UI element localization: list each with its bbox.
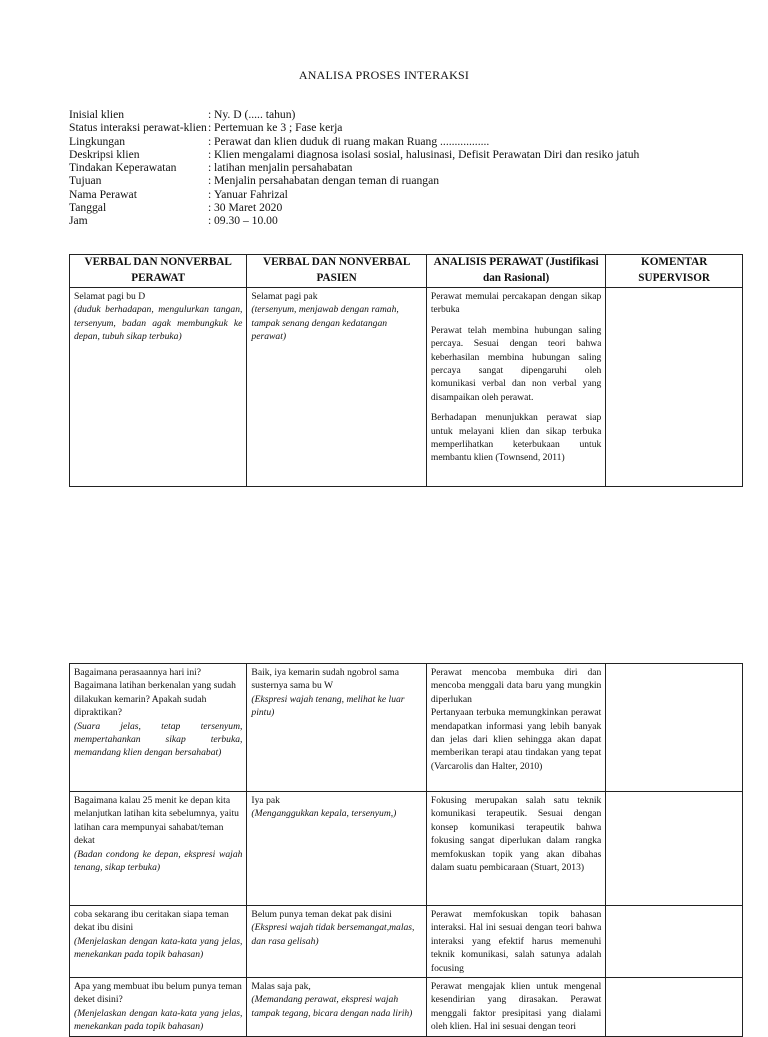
info-value: latihan menjalin persahabatan — [214, 161, 353, 175]
analisis-paragraph: Pertanyaan terbuka memungkinkan perawat mendapatkan informasi yang lebih banyak dan jelas dari klien sehingga akan dapat memberikan terapi atau tindakan yang tepat (Varcarolis dan Halter, 2010) — [430, 707, 602, 772]
cell-pasien — [247, 288, 426, 487]
verbal-text: Iya pak — [251, 795, 280, 806]
info-row — [69, 201, 749, 214]
info-separator: : — [208, 187, 212, 201]
info-row — [69, 214, 749, 227]
nonverbal-text: (Badan condong ke depan, ekspresi wajah tenang, sikap terbuka) — [74, 848, 243, 874]
verbal-text: Apa yang membuat ibu belum punya teman deket disini? — [74, 981, 242, 1006]
header-perawat: VERBAL DAN NONVERBAL PERAWAT — [70, 255, 247, 288]
table-row — [70, 664, 743, 792]
verbal-text: coba sekarang ibu ceritakan siapa teman dekat ibu disini — [74, 909, 229, 934]
info-row — [69, 161, 749, 174]
info-separator: : — [208, 108, 212, 121]
info-value: 09.30 – 10.00 — [214, 214, 278, 228]
analisis-paragraph: Fokusing merupakan salah satu teknik komunikasi terapeutik. Sesuai dengan konsep komunikasi terapeutik bahwa fokusing sangat diperlukan dalam rangka memfokuskan topik yang akan dibahas dalam suatu pembicaraan (Stuart, 2013) — [430, 795, 602, 874]
info-separator: : — [208, 121, 212, 135]
cell-analisis — [426, 288, 605, 487]
info-label: Nama Perawat — [69, 187, 137, 201]
table-row — [70, 978, 743, 1037]
info-label: Lingkungan — [69, 134, 126, 148]
verbal-text: Bagaimana perasaannya hari ini? Bagaimana latihan berkenalan yang sudah dilakukan kemarin? Apakah sudah dipraktikan? — [74, 667, 236, 719]
verbal-text: Selamat pagi pak — [251, 291, 318, 302]
verbal-text: Belum punya teman dekat pak disini — [251, 909, 392, 920]
info-row — [69, 108, 749, 121]
cell-pasien — [247, 792, 426, 906]
analisis-paragraph: Perawat mengajak klien untuk mengenal kesendirian yang dirasakan. Perawat menggali faktor presipitasi yang dialami oleh klien. Hal ini sesuai dengan teori — [430, 981, 602, 1033]
verbal-text: Malas saja pak, — [251, 981, 311, 993]
cell-perawat — [70, 792, 247, 906]
cell-komentar — [606, 906, 743, 978]
cell-analisis — [426, 664, 605, 792]
identity-block — [69, 108, 749, 228]
info-value: Perawat dan klien duduk di ruang makan Ruang ................. — [214, 134, 490, 148]
nonverbal-text: (tersenyum, menjawab dengan ramah, tampak senang dengan kedatangan perawat) — [251, 304, 399, 343]
cell-pasien — [247, 664, 426, 792]
cell-pasien — [247, 978, 426, 1037]
cell-komentar — [606, 792, 743, 906]
nonverbal-text: (Menganggukkan kepala, tersenyum,) — [251, 808, 397, 820]
info-row — [69, 121, 749, 134]
interaction-table-2 — [69, 663, 743, 1037]
info-value: Menjalin persahabatan dengan teman di ruangan — [214, 174, 440, 188]
nonverbal-text: (duduk berhadapan, mengulurkan tangan, tersenyum, badan agak membungkuk ke depan, tubuh sikap terbuka) — [74, 304, 243, 343]
cell-perawat — [70, 978, 247, 1037]
info-separator: : — [208, 174, 212, 188]
info-label: Inisial klien — [69, 108, 125, 121]
cell-perawat — [70, 288, 247, 487]
analisis-paragraph: Berhadapan menunjukkan perawat siap untuk melayani klien dan sikap terbuka memperlihatkan keterbukaan untuk membantu klien (Townsend, 2011) — [430, 412, 602, 464]
info-label: Status interaksi perawat-klien — [69, 121, 207, 135]
analisis-paragraph: Perawat memulai percakapan dengan sikap terbuka — [430, 291, 602, 316]
info-separator: : — [208, 134, 212, 148]
cell-pasien — [247, 906, 426, 978]
document-title: ANALISA PROSES INTERAKSI — [298, 68, 470, 82]
nonverbal-text: (Menjelaskan dengan kata-kata yang jelas, menekankan pada topik bahasan) — [74, 1007, 243, 1033]
info-separator: : — [208, 214, 212, 228]
info-label: Jam — [69, 214, 88, 228]
table-header-row — [70, 255, 743, 288]
info-label: Tanggal — [69, 201, 107, 215]
info-value: 30 Maret 2020 — [214, 201, 283, 215]
verbal-text: Bagaimana kalau 25 menit ke depan kita melanjutkan latihan kita sebelumnya, yaitu latihan cara mempunyai sahabat/teman dekat — [74, 795, 239, 847]
info-separator: : — [208, 161, 212, 175]
cell-komentar — [606, 978, 743, 1037]
info-separator: : — [208, 147, 212, 161]
info-separator: : — [208, 201, 212, 215]
info-value: Klien mengalami diagnosa isolasi sosial, halusinasi, Defisit Perawatan Diri dan resiko jatuh — [214, 147, 640, 161]
verbal-text: Baik, iya kemarin sudah ngobrol sama susternya sama bu W — [251, 667, 400, 692]
cell-komentar — [606, 288, 743, 487]
info-value: Pertemuan ke 3 ; Fase kerja — [214, 121, 343, 135]
info-row — [69, 188, 749, 201]
analisis-paragraph: Perawat memfokuskan topik bahasan interaksi. Hal ini sesuai dengan teori bahwa interaksi yang efektif harus memenuhi teknik komunikasi, salah satunya adalah focusing — [430, 909, 602, 974]
header-komentar: KOMENTAR SUPERVISOR — [606, 255, 743, 288]
nonverbal-text: (Menjelaskan dengan kata-kata yang jelas, menekankan pada topik bahasan) — [74, 935, 243, 961]
table-row — [70, 288, 743, 487]
info-label: Tindakan Keperawatan — [69, 161, 177, 175]
nonverbal-text: (Ekspresi wajah tenang, melihat ke luar pintu) — [251, 693, 405, 719]
nonverbal-text: (Ekspresi wajah tidak bersemangat,malas, dan rasa gelisah) — [251, 922, 415, 947]
info-label: Deskripsi klien — [69, 147, 140, 161]
cell-perawat — [70, 664, 247, 792]
table-row — [70, 792, 743, 906]
info-value: Yanuar Fahrizal — [214, 187, 288, 201]
cell-komentar — [606, 664, 743, 792]
info-row — [69, 135, 749, 148]
table-row — [70, 906, 743, 978]
cell-analisis — [426, 978, 605, 1037]
interaction-table-1 — [69, 254, 743, 487]
cell-perawat — [70, 906, 247, 978]
info-row — [69, 148, 749, 161]
analisis-paragraph: Perawat telah membina hubungan saling percaya. Sesuai dengan teori bahwa keberhasilan membina hubungan saling percaya sangat dipengaruhi oleh komunikasi verbal dan non verbal yang disampaikan oleh perawat. — [430, 324, 602, 403]
nonverbal-text: (Memandang perawat, ekspresi wajah tampak tegang, bicara dengan nada lirih) — [251, 994, 413, 1019]
info-value: Ny. D (..... tahun) — [214, 108, 296, 121]
header-analisis: ANALISIS PERAWAT (Justifikasi dan Rasional) — [426, 255, 605, 288]
verbal-text: Selamat pagi bu D — [74, 291, 146, 302]
analisis-paragraph: Perawat mencoba membuka diri dan mencoba menggali data baru yang mungkin diperlukan — [430, 667, 602, 705]
nonverbal-text: (Suara jelas, tetap tersenyum, mempertahankan sikap terbuka, memandang klien dengan bersahabat) — [74, 720, 243, 759]
cell-analisis — [426, 792, 605, 906]
info-row — [69, 174, 749, 187]
info-label: Tujuan — [69, 174, 102, 188]
header-pasien: VERBAL DAN NONVERBAL PASIEN — [247, 255, 426, 288]
cell-analisis — [426, 906, 605, 978]
